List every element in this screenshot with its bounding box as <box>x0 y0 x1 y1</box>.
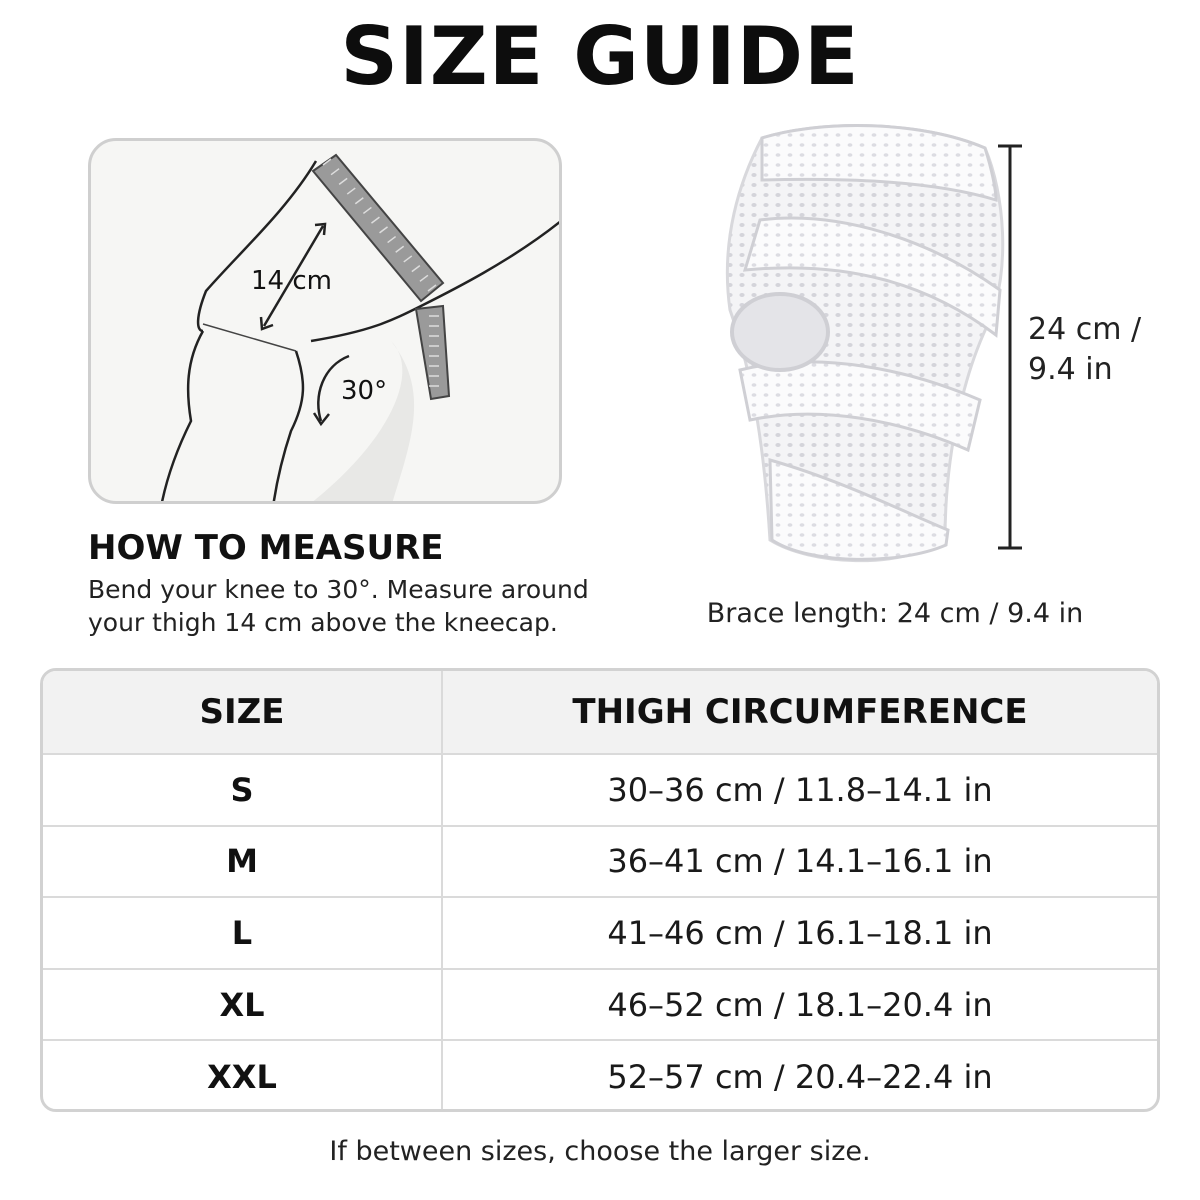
table-row <box>43 898 1157 970</box>
size-cell: M <box>43 827 443 897</box>
how-to-measure-heading: HOW TO MEASURE <box>88 528 444 568</box>
knee-crease <box>203 324 296 351</box>
table-header-row <box>43 671 1157 755</box>
shin-outline-front <box>161 331 203 504</box>
size-cell: L <box>43 898 443 968</box>
size-cell: S <box>43 755 443 825</box>
circumference-cell: 46–52 cm / 18.1–20.4 in <box>607 985 993 1024</box>
circumference-cell: 41–46 cm / 16.1–18.1 in <box>607 913 993 952</box>
measure-illustration <box>88 138 562 504</box>
thigh-outline-top <box>198 161 316 331</box>
size-cell: XL <box>43 970 443 1040</box>
size-column-header: SIZE <box>43 671 443 753</box>
page-title: SIZE GUIDE <box>340 10 860 103</box>
distance-label: 14 cm <box>251 266 332 296</box>
circumference-cell: 36–41 cm / 14.1–16.1 in <box>607 842 993 881</box>
circumference-cell: 52–57 cm / 20.4–22.4 in <box>607 1058 993 1097</box>
size-cell: XXL <box>43 1041 443 1112</box>
brace-length-in: 9.4 in <box>1028 352 1113 387</box>
leg-drawing <box>91 141 562 504</box>
instruction-line: Bend your knee to 30°. Measure around <box>88 575 589 604</box>
table-row <box>43 970 1157 1042</box>
circumference-cell: 30–36 cm / 11.8–14.1 in <box>607 770 993 809</box>
sizing-footnote: If between sizes, choose the larger size. <box>329 1136 871 1167</box>
angle-label: 30° <box>341 376 388 406</box>
shin-outline-back <box>273 351 303 504</box>
how-to-measure-instructions <box>88 573 608 639</box>
table-row <box>43 755 1157 827</box>
circumference-column-header: THIGH CIRCUMFERENCE <box>572 692 1028 732</box>
size-table <box>40 668 1160 1112</box>
table-row <box>43 827 1157 899</box>
measuring-tape-icon <box>313 155 449 399</box>
table-row <box>43 1041 1157 1112</box>
brace-caption: Brace length: 24 cm / 9.4 in <box>706 598 1084 629</box>
instruction-line: your thigh 14 cm above the kneecap. <box>88 608 558 637</box>
brace-length-cm: 24 cm / <box>1028 312 1142 347</box>
brace-length-label <box>1028 310 1188 390</box>
